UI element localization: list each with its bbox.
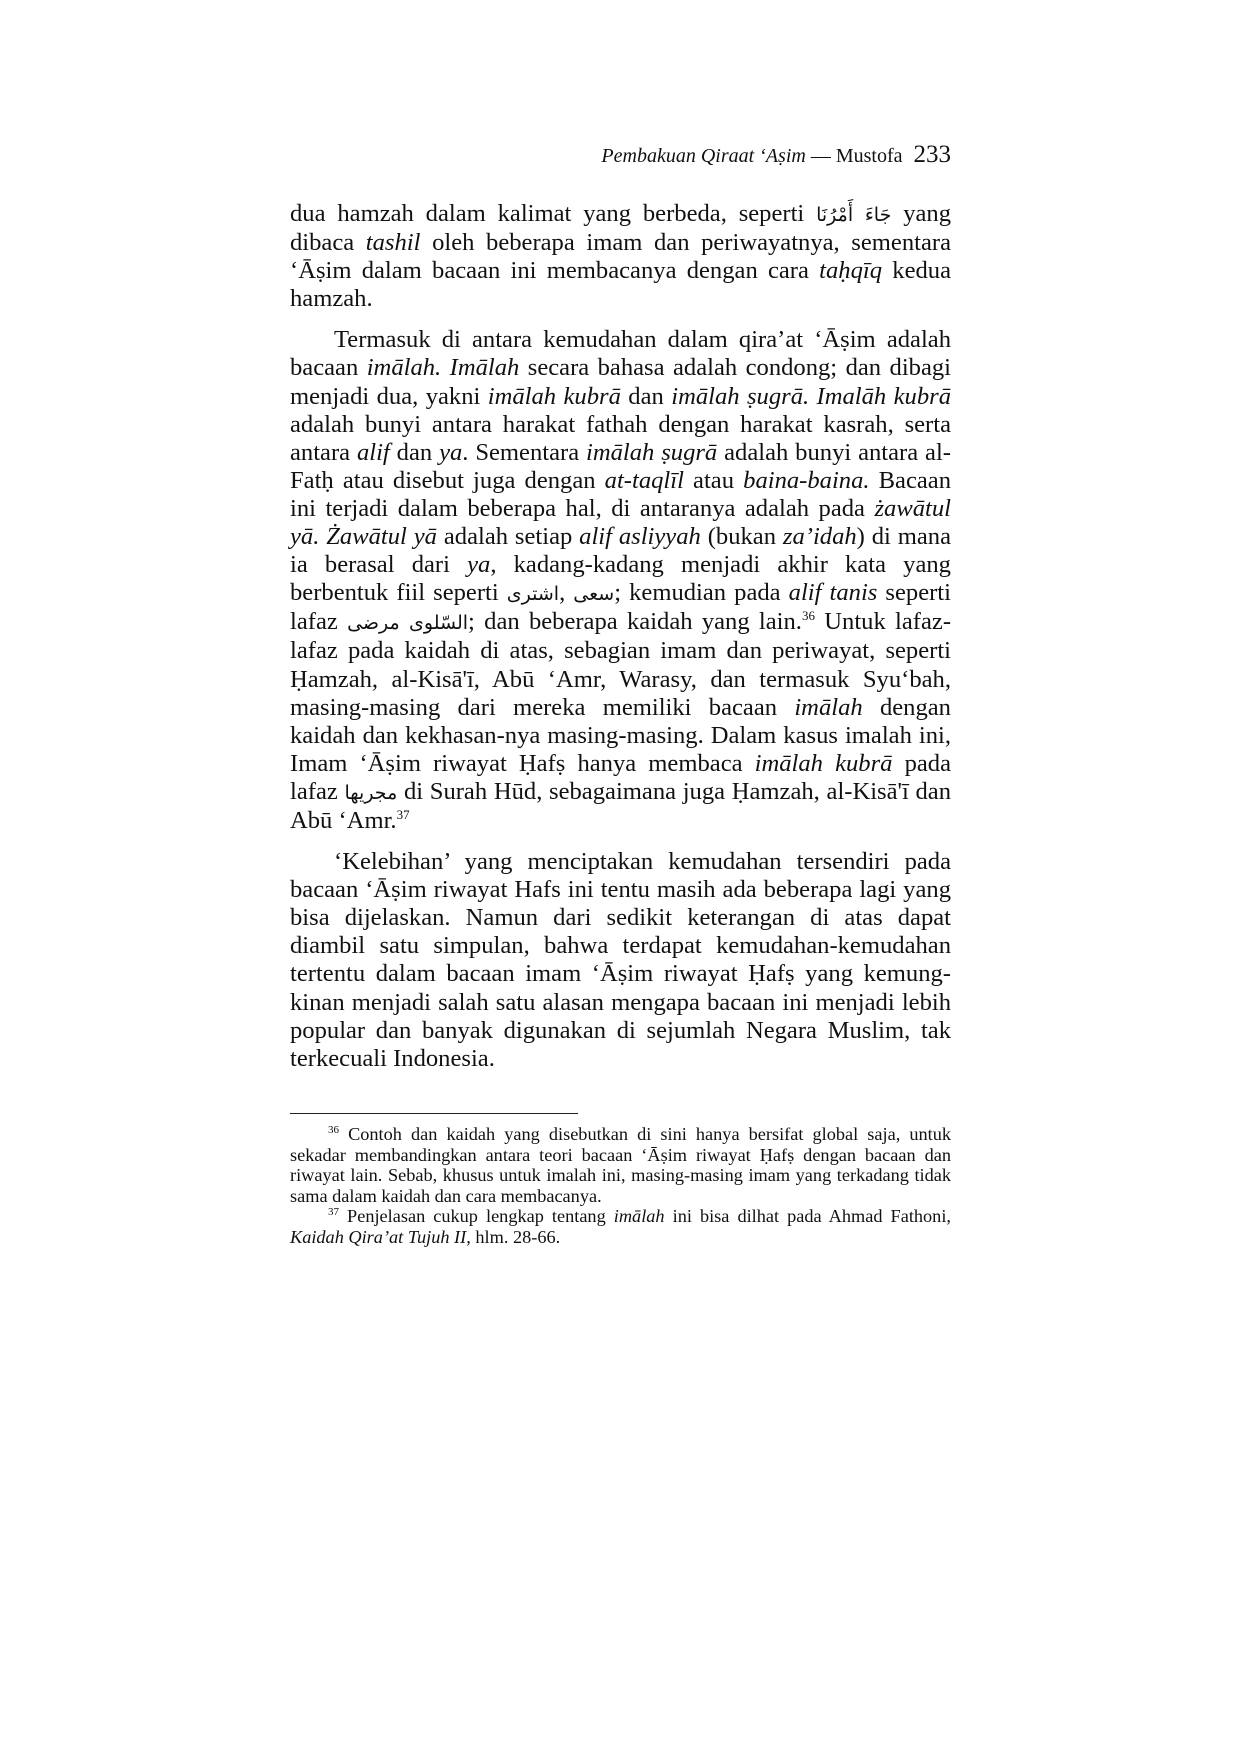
paragraph-2: Termasuk di antara kemudahan dalam qira’at ‘Āṣim adalah bacaan imālah. Imālah secara bahasa adalah condong; dan dibagi menjadi dua, yakni imālah kubrā dan imālah ṣugrā. Imalāh kubrā adalah bunyi antara harakat fathah dengan harakat kasrah, serta antara alif dan ya. Sementara imālah ṣugrā adalah bunyi antara al-Fatḥ atau disebut juga dengan at-taqlīl atau baina-baina. Bacaan ini terjadi dalam beberapa hal, di antaranya adalah pada żawātul yā. Żawātul yā adalah setiap alif asliyyah (bukan za’idah) di mana ia berasal dari ya, kadang-kadang menjadi akhir kata yang berbentuk fiil seperti اشترى, سعى; kemudian pada alif tanis seperti lafaz مرضى السّلوى; dan beberapa kaidah yang lain.$^{36}$ Untuk lafaz-lafaz pada kaidah di atas, sebagian imam dan periwayat, seperti Ḥamzah, al-Kisā'ī, Abū ‘Amr, Warasy, dan termasuk Syu‘bah, masing-masing dari mereka memiliki bacaan imālah dengan kaidah dan kekhasan-nya masing-masing. Dalam kasus imalah ini, Imam ‘Āṣim riwayat Ḥafṣ hanya membaca imālah kubrā pada lafaz مجريها di Surah Hūd, sebagaimana juga Ḥamzah, al-Kisā'ī dan Abū ‘Amr.$^{37}$ — [290, 326, 952, 834]
arabic-phrase: جَاءَ أَمْرُنَا — [816, 204, 892, 226]
footnote-37: $^{37}$ Penjelasan cukup lengkap tentang imālah ini bisa dilhat pada Ahmad Fathoni, Kaidah Qira’at Tujuh II, hlm. 28-66. — [290, 1206, 951, 1247]
header-title: Pembakuan Qiraat ‘Aṣim — [601, 145, 806, 167]
header-dash: — — [810, 145, 831, 167]
paragraph-3: ‘Kelebihan’ yang menciptakan kemudahan tersendiri pada bacaan ‘Āṣim riwayat Hafs ini tentu masih ada beberapa lagi yang bisa dijelaskan. Namun dari sedikit keterangan di atas dapat diambil satu simpulan, bahwa terdapat kemudahan-kemudahan tertentu dalam bacaan imam ‘Āṣim riwayat Ḥafṣ yang kemung-kinan menjadi salah satu alasan mengapa bacaan ini menjadi lebih popular dan banyak digunakan di sejumlah Negara Muslim, tak terkecuali Indonesia. — [290, 848, 951, 1072]
arabic-word: اشترى — [506, 583, 560, 606]
footnote-number: 37 — [328, 1206, 339, 1219]
running-header — [290, 140, 951, 171]
arabic-word: مرضى — [347, 612, 400, 635]
paragraph-1: dua hamzah dalam kalimat yang berbeda, seperti جَاءَ أَمْرُنَا yang dibaca tashil oleh beberapa imam dan periwayatnya, sementara ‘Āṣim dalam bacaan ini membacanya dengan cara taḥqīq kedua hamzah. — [290, 200, 952, 313]
footnote-36: $^{36}$ Contoh dan kaidah yang disebutkan di sini hanya bersifat global saja, untuk sekadar membandingkan antara teori bacaan ‘Āṣim riwayat Ḥafṣ dengan bacaan dan riwayat lain. Sebab, khusus untuk imalah ini, masing-masing imam yang terkadang tidak sama dalam kaidah dan cara membacanya. — [290, 1124, 951, 1206]
footnote-number: 36 — [328, 1124, 339, 1136]
page-number: 233 — [913, 141, 951, 168]
arabic-word: السّلوى — [409, 612, 469, 635]
footnote-ref-36[interactable]: 36 — [801, 608, 815, 624]
footnotes — [290, 1124, 951, 1248]
header-author: Mustofa — [835, 145, 903, 167]
body-text — [290, 200, 951, 1073]
arabic-word: سعى — [573, 583, 615, 606]
footnote-ref-37[interactable]: 37 — [396, 806, 410, 822]
arabic-word: مجريها — [344, 781, 398, 804]
footnote-divider — [290, 1113, 578, 1114]
